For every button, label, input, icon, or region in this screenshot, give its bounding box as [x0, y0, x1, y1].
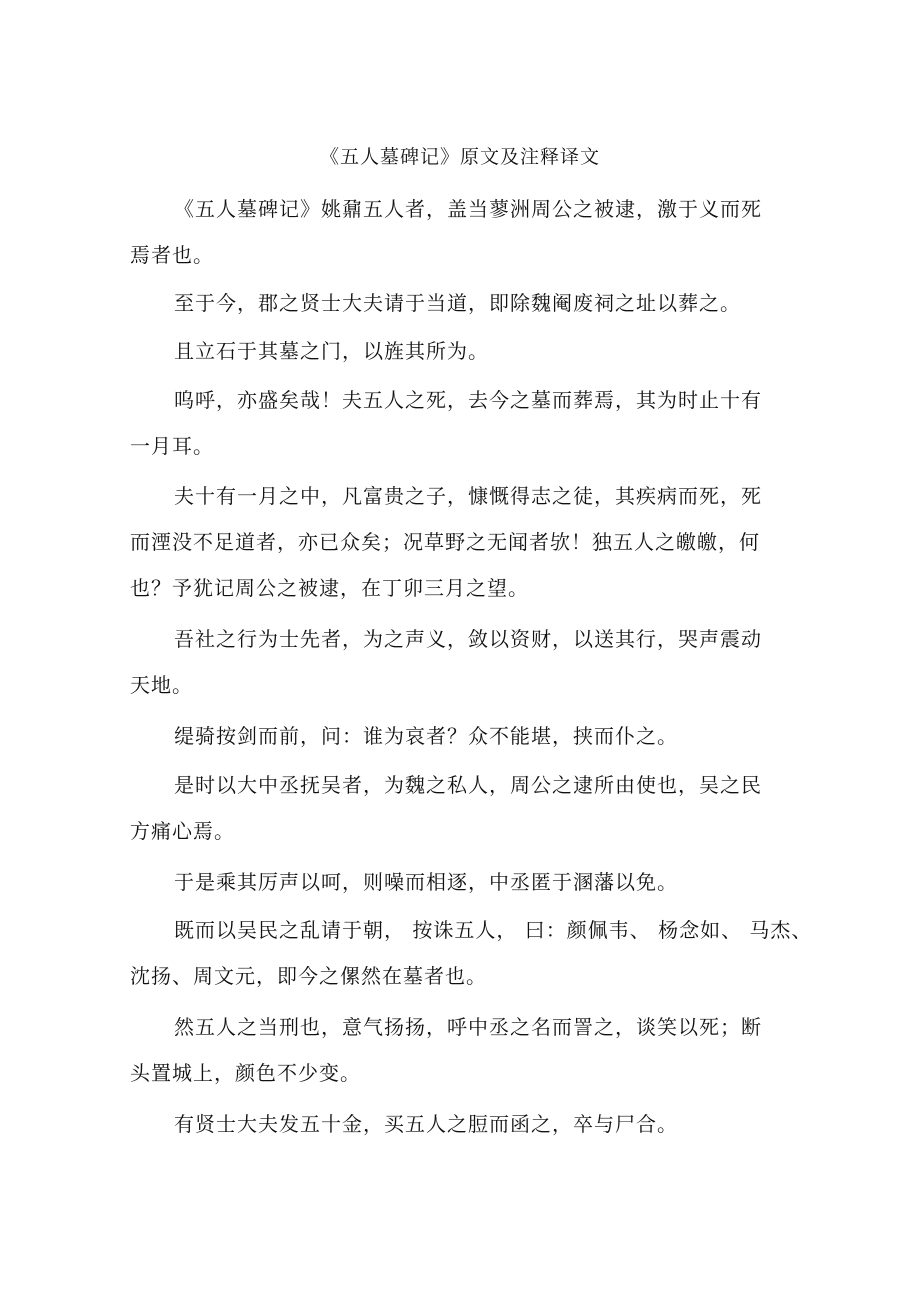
paragraph-7 [130, 713, 790, 759]
paragraph-6 [130, 616, 790, 708]
paragraph-line: 方痛心焉。 [130, 819, 235, 843]
paragraph-line: 于是乘其厉声以呵，则噪而相逐，中丞匿于溷藩以免。 [174, 870, 678, 894]
paragraph-line: 夫十有一月之中，凡富贵之子，慷慨得志之徒，其疾病而死，死 [174, 484, 762, 508]
paragraph-line: 是时以大中丞抚吴者，为魏之私人，周公之逮所由使也，吴之民 [174, 773, 762, 797]
paragraph-11 [130, 1004, 790, 1096]
paragraph-line: 呜呼，亦盛矣哉！夫五人之死，去今之墓而葬焉，其为时止十有 [174, 388, 762, 412]
paragraph-line: 且立石于其墓之门，以旌其所为。 [174, 339, 489, 363]
paragraph-line: 然五人之当刑也，意气扬扬，呼中丞之名而詈之，谈笑以死；断 [174, 1015, 762, 1039]
paragraph-5 [130, 473, 790, 611]
paragraph-line: 缇骑按剑而前，问：谁为哀者？众不能堪，挟而仆之。 [174, 724, 678, 748]
document-title: 《五人墓碑记》原文及注释译文 [319, 146, 600, 168]
paragraph-line: 一月耳。 [130, 434, 214, 458]
paragraph-line: 而湮没不足道者，亦已众矣；况草野之无闻者欤！独五人之皦皦，何 [130, 530, 760, 554]
paragraph-line: 有贤士大夫发五十金，买五人之脰而函之，卒与尸合。 [174, 1112, 678, 1136]
paragraph-4 [130, 377, 790, 469]
paragraph-line: 头置城上，颜色不少变。 [130, 1061, 361, 1085]
paragraph-12 [130, 1101, 790, 1147]
paragraph-9 [130, 859, 790, 905]
paragraph-3 [130, 328, 790, 374]
paragraph-10 [130, 907, 813, 999]
paragraph-1 [130, 186, 790, 278]
paragraph-line: 《五人墓碑记》姚鼐五人者，盖当蓼洲周公之被逮，激于义而死 [174, 197, 762, 221]
paragraph-line: 吾社之行为士先者，为之声义，敛以资财，以送其行，哭声震动 [174, 627, 762, 651]
paragraph-line: 焉者也。 [130, 243, 214, 267]
paragraph-2 [130, 280, 790, 326]
paragraph-line: 也？予犹记周公之被逮，在丁卯三月之望。 [130, 576, 529, 600]
paragraph-8 [130, 762, 790, 854]
paragraph-line: 天地。 [130, 673, 193, 697]
paragraph-line: 沈扬、周文元，即今之傫然在墓者也。 [130, 964, 487, 988]
paragraph-line: 既而以吴民之乱请于朝， 按诛五人， 曰：颜佩韦、 杨念如、 马杰、 [174, 918, 813, 942]
paragraph-line: 至于今，郡之贤士大夫请于当道，即除魏阉废祠之址以葬之。 [174, 291, 741, 315]
